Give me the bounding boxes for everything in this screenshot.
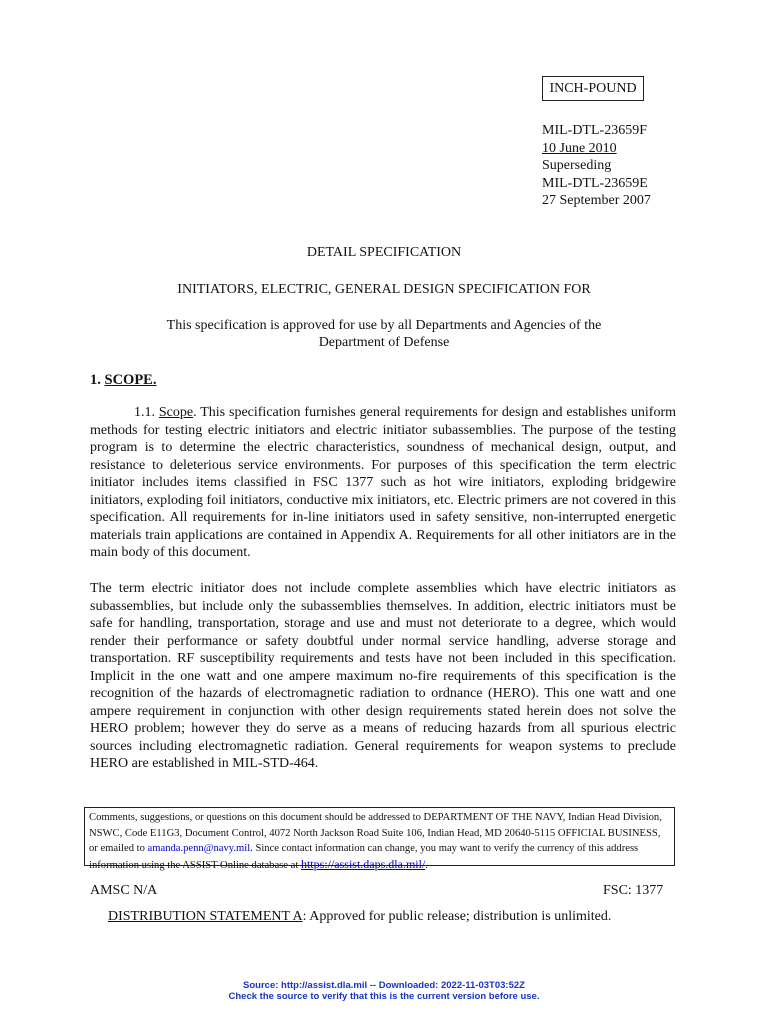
scope-heading-text: SCOPE. [104,372,157,388]
scope-paragraph-2: The term electric initiator does not include complete assemblies which have electric initiators as subassemblies, but include only the subassemblies themselves. In addition, electric initiators must be safe for handling, transportation, storage and use and must not deteriorate to a degree, which would render their performance or safety doubtful under normal service handling, adverse storage and transportation. RF susceptibility requirements and tests have not been included in this specification. Implicit in the one watt and one ampere maximum no-fire requirements of this specification is the recognition of the hazards of electromagnetic radiation to ordnance (HERO). This one watt and one ampere requirement in conjunction with other design requirements stated herein does not solve the HERO problem; however they do serve as a means of reducing hazards from all spurious electric sources including electromagnetic radiation. General requirements for weapon systems to preclude HERO are established in MIL-STD-464. [90,581,676,771]
superseded-number: MIL-DTL-23659E [542,175,648,191]
distribution-statement-text: : Approved for public release; distribution is unlimited. [302,909,612,924]
comments-text: Comments, suggestions, or questions on this document should be addressed to DEPARTMENT OF THE NAVY, Indian Head Division, NSWC, Code E11G3, Document Control, 4072 North Jackson Road Suite 106, Indian Head, MD 20640-5115 OFFICIAL BUSINESS, or emailed to [89,812,662,854]
comments-email-link[interactable]: amanda.penn@navy.mil [147,843,251,854]
superseded-date: 27 September 2007 [542,193,651,208]
spec-subject-title: INITIATORS, ELECTRIC, GENERAL DESIGN SPECIFICATION FOR [177,282,591,297]
distribution-statement [108,909,611,925]
subsection-number: 1.1. [134,405,155,420]
scope-heading [90,372,156,389]
comments-box [84,807,675,871]
document-identification [542,122,651,210]
document-number: MIL-DTL-23659F [542,123,647,138]
scope-heading-number: 1. [90,372,101,388]
approval-line-1: This specification is approved for use by all Departments and Agencies of the [166,318,602,333]
amsc-label: AMSC N/A [90,883,158,898]
inch-pound-box: INCH-POUND [542,76,644,101]
scope-paragraph-1-text: . This specification furnishes general requirements for design and establishes uniform methods for testing electric initiators and electric initiator subassemblies. The purpose of the testing program is to determine the electric characteristics, soundness of mechanical design, output, and resistance to deleterious service environments. For purposes of this specification the term electric initiator includes items classified in FSC 1377 such as hot wire initiators, exploding bridgewire initiators, exploding foil initiators, conductive mix initiators, etc. Electric primers are not covered in this specification. All requirements for in-line initiators used in safety sensitive, non-interrupted energetic materials train applications are contained in Appendix A. Requirements for all other initiators are in the main body of this document. [90,405,676,560]
spec-type-title: DETAIL SPECIFICATION [306,245,462,260]
distribution-statement-label: DISTRIBUTION STATEMENT A [108,909,303,924]
assist-database-link[interactable]: https://assist.daps.dla.mil/ [300,856,426,871]
approval-line-2: Department of Defense [318,335,450,350]
source-banner-line-2: Check the source to verify that this is the current version before use. [228,991,540,1002]
superseding-label: Superseding [542,158,612,173]
subsection-title: Scope [158,405,194,420]
comments-text-end: . [425,859,428,871]
source-banner-line-1: Source: http://assist.dla.mil -- Downloaded: 2022-11-03T03:52Z [243,980,525,991]
scope-paragraph-1 [90,404,676,562]
fsc-label: FSC: 1377 [603,883,664,898]
comments-text-continued: . Since contact information can change, you may want to verify the currency of this address information using the ASSIST Online database at [89,843,639,871]
document-date: 10 June 2010 [542,140,617,156]
